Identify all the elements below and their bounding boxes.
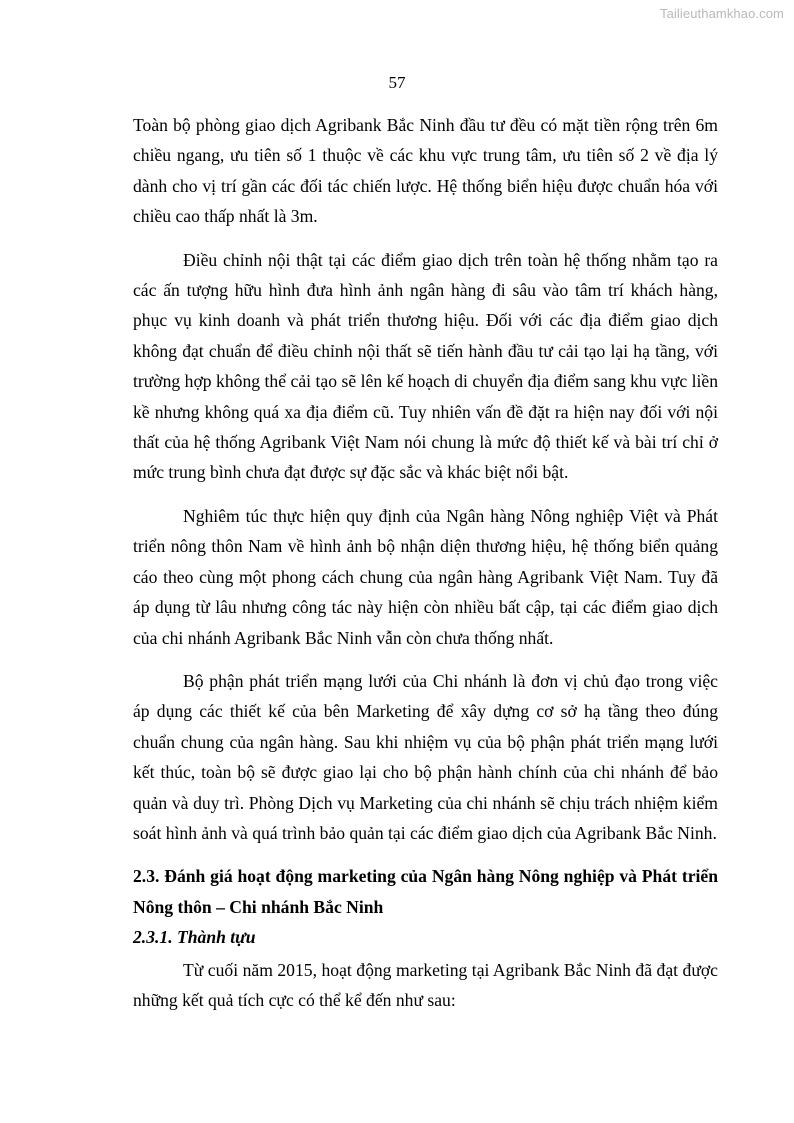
page-number: 57	[388, 73, 406, 92]
section-heading: 2.3. Đánh giá hoạt động marketing của Ngân hàng Nông nghiệp và Phát triển Nông thôn – Chi nhánh Bắc Ninh	[133, 866, 718, 917]
paragraph-5: Từ cuối năm 2015, hoạt động marketing tại Agribank Bắc Ninh đã đạt được những kết quả tích cực có thể kể đến như sau:	[133, 959, 718, 1010]
paragraph-4: Bộ phận phát triển mạng lưới của Chi nhánh là đơn vị chủ đạo trong việc áp dụng các thiết kế của bên Marketing để xây dựng cơ sở hạ tầng theo đúng chuẩn chung của ngân hàng. Sau khi nhiệm vụ của bộ phận phát triển mạng lưới kết thúc, toàn bộ sẽ được giao lại cho bộ phận hành chính của chi nhánh để bảo quản và duy trì. Phòng Dịch vụ Marketing của chi nhánh sẽ chịu trách nhiệm kiểm soát hình ảnh và quá trình bảo quản tại các điểm giao dịch của Agribank Bắc Ninh.	[133, 670, 718, 843]
paragraph-1: Toàn bộ phòng giao dịch Agribank Bắc Ninh đầu tư đều có mặt tiền rộng trên 6m chiều ngang, ưu tiên số 1 thuộc về các khu vực trung tâm, ưu tiên số 2 về địa lý dành cho vị trí gần các đối tác chiến lược. Hệ thống biển hiệu được chuẩn hóa với chiều cao thấp nhất là 3m.	[133, 115, 718, 227]
paragraph-2: Điều chỉnh nội thật tại các điểm giao dịch trên toàn hệ thống nhằm tạo ra các ấn tượng hữu hình đưa hình ảnh ngân hàng đi sâu vào tâm trí khách hàng, phục vụ kinh doanh và phát triển thương hiệu. Đối với các địa điểm giao dịch không đạt chuẩn để điều chỉnh nội thất sẽ tiến hành đầu tư cải tạo lại hạ tầng, với trường hợp không thể cải tạo sẽ lên kế hoạch di chuyển địa điểm sang khu vực liền kề nhưng không quá xa địa điểm cũ. Tuy nhiên vấn đề đặt ra hiện nay đối với nội thất của hệ thống Agribank Việt Nam nói chung là mức độ thiết kế và bài trí chỉ ở mức trung bình chưa đạt được sự đặc sắc và khác biệt nổi bật.	[133, 249, 718, 483]
subsection-heading: 2.3.1. Thành tựu	[133, 927, 256, 948]
document-body	[133, 110, 718, 1015]
watermark: Tailieuthamkhao.com	[659, 6, 784, 21]
paragraph-3: Nghiêm túc thực hiện quy định của Ngân hàng Nông nghiệp Việt và Phát triển nông thôn Nam về hình ảnh bộ nhận diện thương hiệu, hệ thống biển quảng cáo theo cùng một phong cách chung của ngân hàng Agribank Việt Nam. Tuy đã áp dụng từ lâu nhưng công tác này hiện còn nhiều bất cập, tại các điểm giao dịch của chi nhánh Agribank Bắc Ninh vẫn còn chưa thống nhất.	[133, 505, 718, 648]
